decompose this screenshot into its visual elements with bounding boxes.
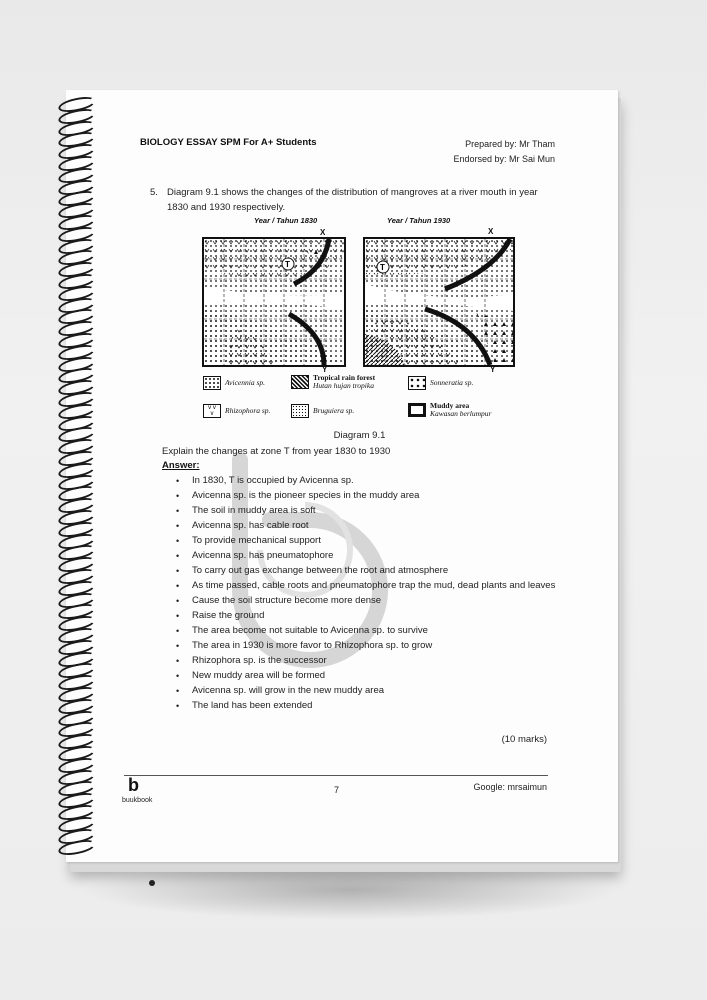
legend-avicennia xyxy=(203,376,265,390)
prepared-by: Prepared by: Mr Tham xyxy=(465,139,555,149)
answer-item: • The area become not suitable to Avicenna sp. to survive xyxy=(176,624,556,639)
zone-t-left: T xyxy=(285,260,290,269)
legend-swatch xyxy=(408,403,426,417)
question-block xyxy=(150,185,555,215)
answer-item: • The area in 1930 is more favor to Rhizophora sp. to grow xyxy=(176,639,556,654)
footer-divider xyxy=(124,775,548,776)
legend-sonneratia xyxy=(408,376,473,390)
legend-sublabel: Kawasan berlumpur xyxy=(430,409,492,418)
question-number: 5. xyxy=(150,187,158,198)
legend-swatch: v v v xyxy=(203,404,221,418)
label-y-left: Y xyxy=(322,365,328,374)
diagram-legend xyxy=(203,374,523,434)
answer-item: • Avicenna sp. has pneumatophore xyxy=(176,549,556,564)
table-dot xyxy=(149,880,155,886)
legend-label: Tropical rain forest xyxy=(313,373,376,382)
answer-item: • New muddy area will be formed xyxy=(176,669,556,684)
document-title: BIOLOGY ESSAY SPM For A+ Students xyxy=(140,137,317,148)
answer-item: • In 1830, T is occupied by Avicenna sp. xyxy=(176,474,556,489)
answer-item: • Rhizophora sp. is the successor xyxy=(176,654,556,669)
legend-swatch xyxy=(203,376,221,390)
spiral-binding xyxy=(58,98,98,858)
legend-label: Bruguiera sp. xyxy=(313,406,355,415)
legend-label: Sonneratia sp. xyxy=(430,378,474,387)
marks-label: (10 marks) xyxy=(501,734,547,745)
diagram-left-title: Year / Tahun 1830 xyxy=(254,216,318,225)
answer-label: Answer: xyxy=(162,460,200,471)
legend-sublabel: Hutan hujan tropika xyxy=(313,381,374,390)
answer-item: • Cause the soil structure become more dense xyxy=(176,594,556,609)
legend-label: Muddy area xyxy=(430,401,470,410)
legend-swatch xyxy=(408,376,426,390)
buukbook-logo-icon: b xyxy=(128,775,139,795)
answer-item: • Raise the ground xyxy=(176,609,556,624)
legend-rhizophora xyxy=(203,404,270,418)
legend-swatch xyxy=(291,375,309,389)
answer-list xyxy=(176,474,556,714)
map-1930 xyxy=(363,237,515,367)
legend-tropical-rain-forest xyxy=(291,374,375,390)
answer-item: • To provide mechanical support xyxy=(176,534,556,549)
google-search-hint: Google: mrsaimun xyxy=(473,782,547,792)
answer-item: • As time passed, cable roots and pneumatophore trap the mud, dead plants and leaves xyxy=(176,579,556,594)
legend-label: Avicennia sp. xyxy=(225,378,265,387)
answer-item: • The soil in muddy area is soft xyxy=(176,504,556,519)
endorsed-by: Endorsed by: Mr Sai Mun xyxy=(453,154,555,164)
diagram-caption: Diagram 9.1 xyxy=(333,430,386,441)
legend-bruguiera xyxy=(291,404,354,418)
answer-item: • Avicenna sp. is the pioneer species in the muddy area xyxy=(176,489,556,504)
question-text: Diagram 9.1 shows the changes of the distribution of mangroves at a river mouth in year 1830 and 1930 respectively. xyxy=(167,187,538,213)
page-number: 7 xyxy=(334,785,340,795)
zone-t-right: T xyxy=(380,263,385,272)
diagram-right-title: Year / Tahun 1930 xyxy=(387,216,451,225)
legend-text-group xyxy=(313,374,375,390)
legend-text-group xyxy=(430,402,491,418)
answer-item: • The land has been extended xyxy=(176,699,556,714)
legend-swatch xyxy=(291,404,309,418)
legend-muddy-area xyxy=(408,402,491,418)
logo-text: buukbook xyxy=(122,797,153,804)
label-x-left: X xyxy=(320,228,326,237)
answer-item: • To carry out gas exchange between the root and atmosphere xyxy=(176,564,556,579)
legend-label: Rhizophora sp. xyxy=(225,406,271,415)
author-info xyxy=(453,137,555,167)
map-1830 xyxy=(202,237,346,367)
label-y-right: Y xyxy=(490,365,496,374)
answer-item: • Avicenna sp. will grow in the new muddy area xyxy=(176,684,556,699)
answer-item: • Avicenna sp. has cable root xyxy=(176,519,556,534)
question-prompt: Explain the changes at zone T from year 1830 to 1930 xyxy=(162,446,391,457)
label-x-right: X xyxy=(488,227,494,236)
